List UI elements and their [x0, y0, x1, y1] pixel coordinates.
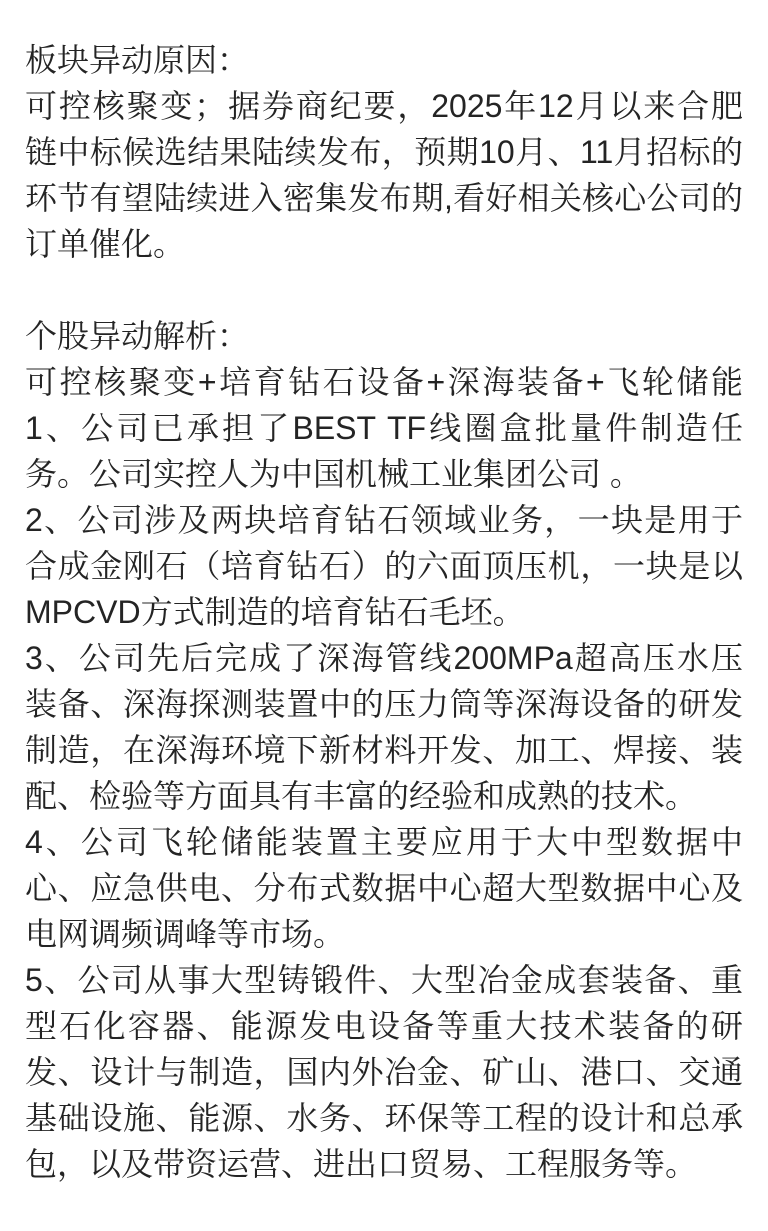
stock-tags-line: 可控核聚变+培育钻石设备+深海装备+飞轮储能	[25, 364, 743, 400]
section-stock-movement-analysis	[25, 313, 743, 1187]
text-line: 4、公司飞轮储能装置主要应用于大中型数据中	[25, 824, 743, 860]
text-line: 5、公司从事大型铸锻件、大型冶金成套装备、重	[25, 962, 743, 998]
text-line: 配、检验等方面具有丰富的经验和成熟的技术。	[25, 778, 698, 814]
section-sector-movement-reason	[25, 37, 743, 267]
text-line: MPCVD方式制造的培育钻石毛坯。	[25, 594, 525, 630]
text-line: 合成金刚石（培育钻石）的六面顶压机，一块是以	[25, 548, 743, 584]
text-line: 电网调频调峰等市场。	[25, 916, 346, 952]
text-line: 基础设施、能源、水务、环保等工程的设计和总承	[25, 1100, 743, 1136]
text-line: 2、公司涉及两块培育钻石领域业务，一块是用于	[25, 502, 743, 538]
text-line: 1、公司已承担了BEST TF线圈盒批量件制造任	[25, 410, 743, 446]
text-line: 型石化容器、能源发电设备等重大技术装备的研	[25, 1008, 743, 1044]
text-line: 制造，在深海环境下新材料开发、加工、焊接、装	[25, 732, 743, 768]
text-line: 装备、深海探测装置中的压力筒等深海设备的研发	[25, 686, 743, 722]
text-line: 心、应急供电、分布式数据中心超大型数据中心及	[25, 870, 743, 906]
text-line: 链中标候选结果陆续发布，预期10月、11月招标的	[25, 134, 743, 170]
text-line: 包，以及带资运营、进出口贸易、工程服务等。	[25, 1146, 698, 1182]
text-line: 3、公司先后完成了深海管线200MPa超高压水压	[25, 640, 743, 676]
text-line: 环节有望陆续进入密集发布期,看好相关核心公司的	[25, 180, 743, 216]
text-line: 务。公司实控人为中国机械工业集团公司 。	[25, 456, 642, 492]
text-line: 订单催化。	[25, 226, 186, 262]
text-line: 可控核聚变；据券商纪要，2025年12月以来合肥	[25, 88, 743, 124]
section-heading: 板块异动原因：	[25, 42, 250, 78]
section-heading: 个股异动解析：	[25, 318, 250, 354]
analysis-note-page	[25, 37, 743, 1187]
text-line: 发、设计与制造，国内外冶金、矿山、港口、交通	[25, 1054, 743, 1090]
